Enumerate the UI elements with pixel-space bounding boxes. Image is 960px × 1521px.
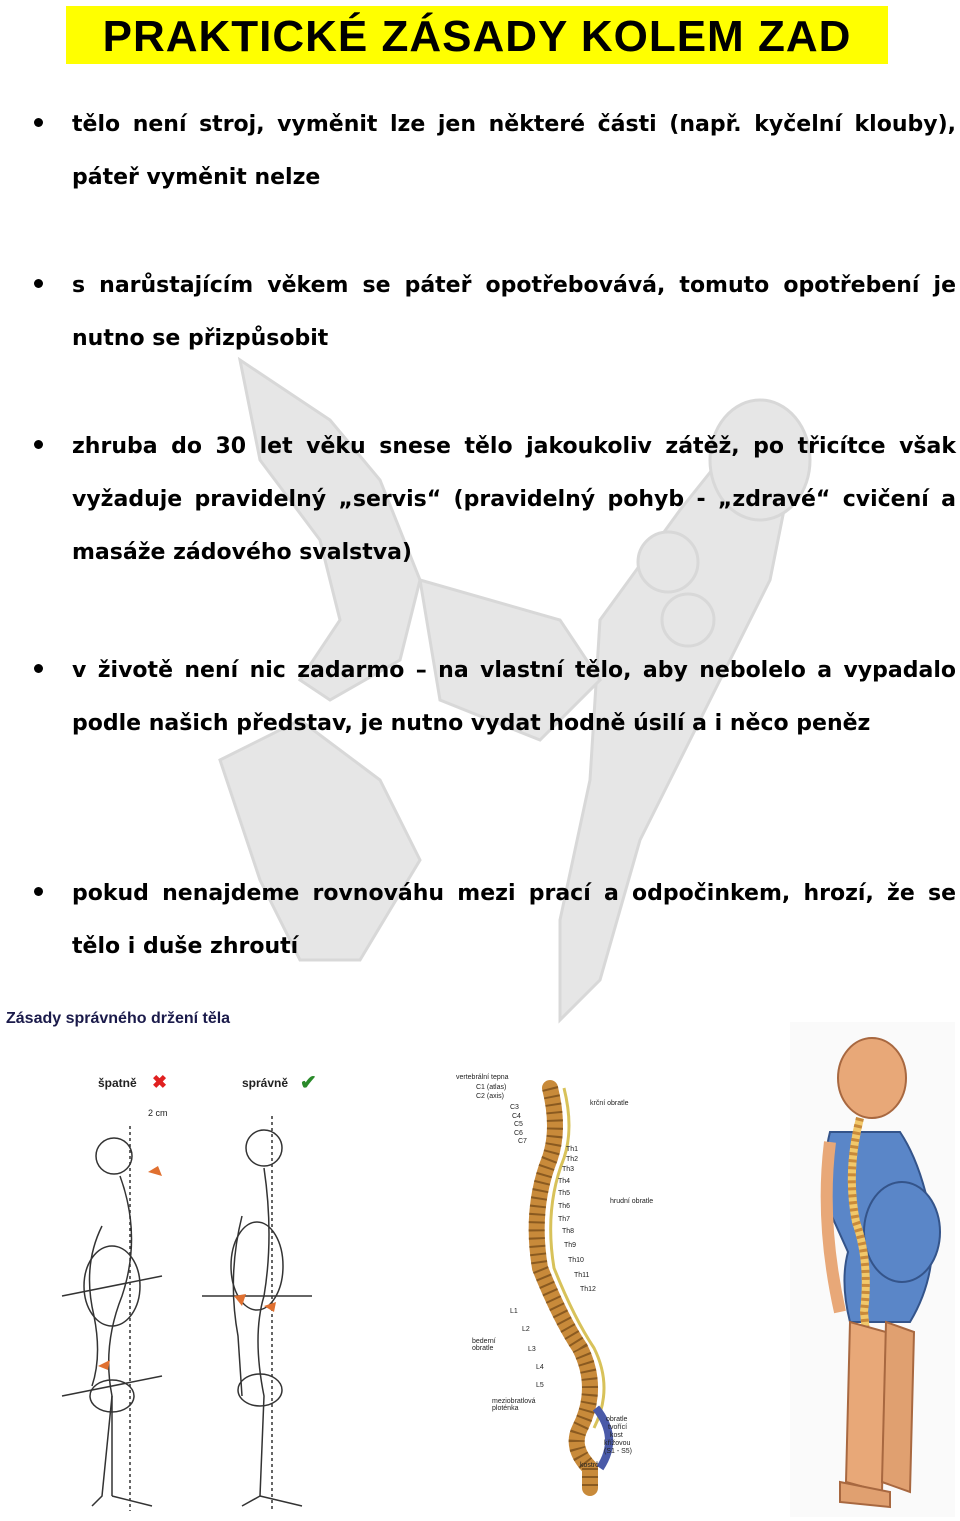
- list-item-text: s narůstajícím věkem se páteř opotřebovává, tomuto opotřebení je nutno se přizpůsobit: [72, 273, 956, 351]
- list-item-text: zhruba do 30 let věku snese tělo jakoukoliv zátěž, po třicítce však vyžaduje pravidelný „servis“ (pravidelný pohyb - „zdravé“ cvičení a masáže zádového svalstva): [72, 434, 956, 565]
- spine-label: hrudní obratle: [610, 1198, 654, 1205]
- spine-label: Th8: [562, 1228, 575, 1235]
- bullet-icon: [34, 440, 43, 449]
- posture-figure: [2, 1006, 322, 1516]
- list-item-text: v životě není nic zadarmo – na vlastní tělo, aby nebolelo a vypadalo podle našich představ, je nutno vydat hodně úsilí a i něco peněz: [72, 658, 956, 736]
- spine-label: C4: [512, 1113, 521, 1120]
- posture-skeletons-illustration: [2, 1096, 322, 1516]
- standing-man-illustration: [790, 1022, 955, 1517]
- title-banner: [66, 6, 888, 64]
- spine-illustration: [440, 1068, 680, 1508]
- spine-label: Th4: [558, 1178, 571, 1185]
- spine-figure: [440, 1068, 680, 1508]
- page-title: PRAKTICKÉ ZÁSADY KOLEM ZAD: [102, 12, 852, 61]
- spine-label: C6: [514, 1130, 523, 1137]
- spine-label: L1: [510, 1308, 518, 1315]
- list-item: [72, 259, 956, 365]
- spine-label: C5: [514, 1121, 523, 1128]
- bullet-icon: [34, 664, 43, 673]
- spine-label: meziobratlová ploténka: [492, 1398, 536, 1412]
- standing-man-figure: [790, 1022, 955, 1517]
- bullet-icon: [34, 118, 43, 127]
- spine-label: C7: [518, 1138, 527, 1145]
- spine-label: L3: [528, 1346, 536, 1353]
- spine-label: Th9: [564, 1242, 577, 1249]
- spine-label: Th7: [558, 1216, 571, 1223]
- spine-label: C3: [510, 1104, 519, 1111]
- bullet-icon: [34, 887, 43, 896]
- right-label: správně: [242, 1076, 289, 1090]
- spine-label: L4: [536, 1364, 544, 1371]
- list-item: [72, 867, 956, 973]
- spine-label: bederní obratle: [472, 1338, 496, 1352]
- spine-label: vertebrální tepna: [456, 1074, 509, 1081]
- spine-label: krční obratle: [590, 1100, 629, 1107]
- spine-label: Th5: [558, 1190, 571, 1197]
- spine-label: Th1: [566, 1146, 579, 1153]
- spine-label: křížovou: [604, 1440, 631, 1447]
- list-item: [72, 420, 956, 579]
- bullet-icon: [34, 279, 43, 288]
- spine-label: Th12: [580, 1286, 596, 1293]
- check-icon: ✔: [300, 1072, 317, 1094]
- spine-label: L5: [536, 1382, 544, 1389]
- spine-label: L2: [522, 1326, 530, 1333]
- spine-label: Th6: [558, 1203, 571, 1210]
- list-item: [72, 644, 956, 750]
- distance-label: 2 cm: [148, 1108, 168, 1118]
- spine-label: Th11: [574, 1272, 590, 1279]
- spine-label: kost: [610, 1432, 623, 1439]
- spine-label: C2 (axis): [476, 1093, 505, 1100]
- list-item-text: tělo není stroj, vyměnit lze jen některé části (např. kyčelní klouby), páteř vyměnit nelze: [72, 112, 956, 190]
- spine-label: tvořící: [608, 1424, 628, 1431]
- wrong-label: špatně: [98, 1076, 137, 1090]
- spine-label: obratle: [606, 1416, 628, 1423]
- spine-label: (S1 - S5): [604, 1448, 633, 1455]
- spine-label: kostrč: [580, 1462, 599, 1469]
- list-item-text: pokud nenajdeme rovnováhu mezi prací a odpočinkem, hrozí, že se tělo i duše zhroutí: [72, 881, 956, 959]
- spine-label: Th10: [568, 1257, 584, 1264]
- cross-icon: ✖: [152, 1072, 168, 1092]
- posture-figure-title: Zásady správného držení těla: [6, 1010, 231, 1027]
- list-item: [72, 98, 956, 204]
- spine-label: Th2: [566, 1156, 579, 1163]
- spine-label: C1 (atlas): [476, 1084, 507, 1091]
- spine-label: Th3: [562, 1166, 575, 1173]
